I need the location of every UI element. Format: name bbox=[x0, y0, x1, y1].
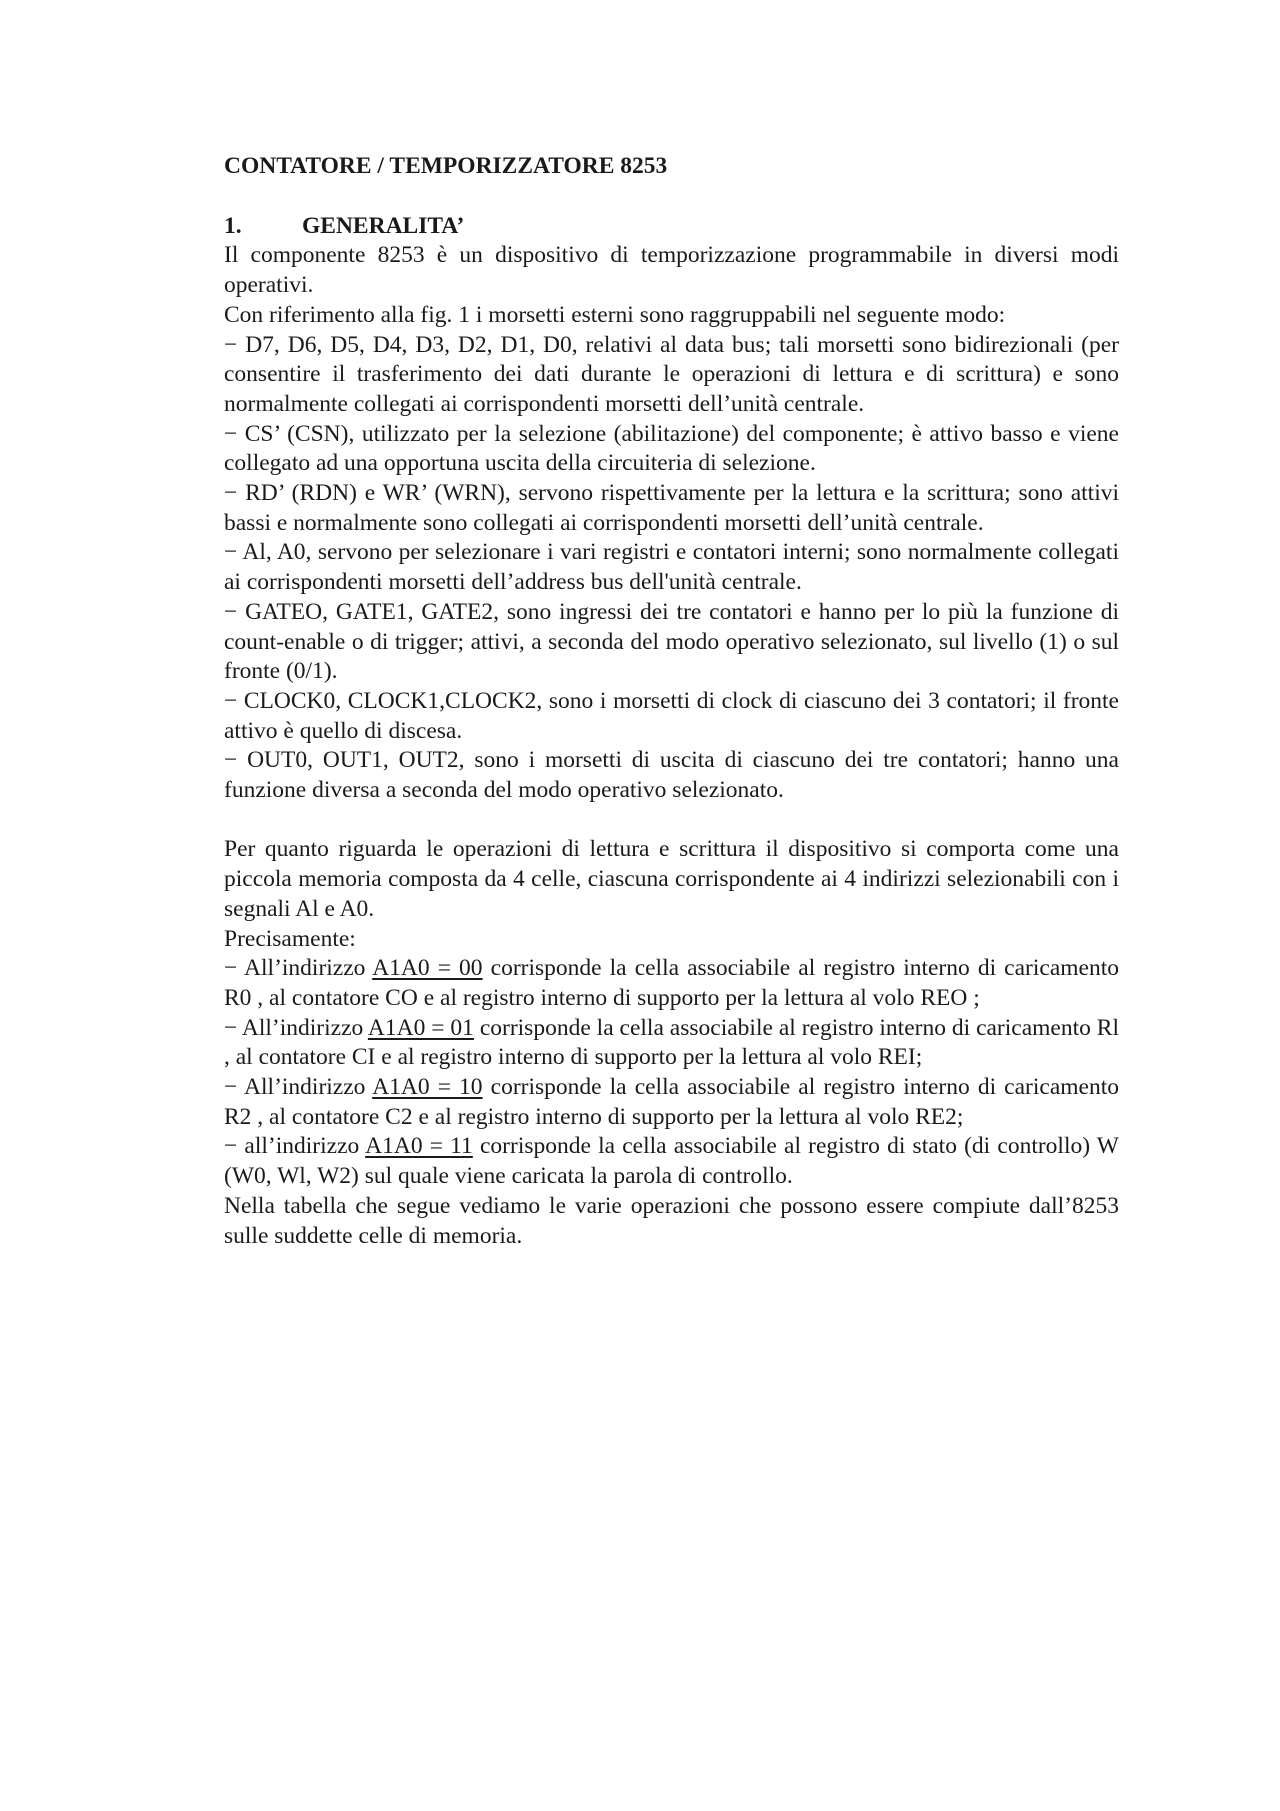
spacer bbox=[224, 806, 1119, 836]
document-page bbox=[224, 152, 1119, 1251]
intro-paragraph: Il componente 8253 è un dispositivo di temporizzazione programmabile in diversi modi operativi. bbox=[224, 242, 1119, 299]
address-item bbox=[224, 1014, 1119, 1073]
address-text: corrisponde la cella associabile al registro interno di caricamento R0 , al contatore CO e al registro interno di supporto per la lettura al volo REO ; bbox=[224, 955, 1120, 1011]
pin-description: − CLOCK0, CLOCK1,CLOCK2, sono i morsetti di clock di ciascuno dei 3 contatori; il fronte attivo è quello di discesa. bbox=[224, 687, 1119, 744]
address-text: corrisponde la cella associabile al registro interno di caricamento Rl , al contatore CI e al registro interno di supporto per la lettura al volo REI; bbox=[224, 1014, 1119, 1071]
address-prefix: − All’indirizzo bbox=[224, 955, 373, 982]
section-number: 1. bbox=[224, 212, 242, 239]
address-prefix: − all’indirizzo bbox=[224, 1133, 366, 1160]
pin-description: − RD’ (RDN) e WR’ (WRN), servono rispettivamente per la lettura e la scrittura; sono attivi bassi e normalmente sono collegati ai corrispondenti morsetti dell’unità centrale. bbox=[224, 480, 1119, 536]
spacer bbox=[224, 182, 1119, 212]
address-item bbox=[224, 954, 1119, 1013]
address-prefix: − All’indirizzo bbox=[224, 1074, 373, 1101]
closing-paragraph: Nella tabella che segue vediamo le varie operazioni che possono essere compiute dall’8253 sulle suddette celle di memoria. bbox=[224, 1192, 1119, 1249]
intro-paragraph: Con riferimento alla fig. 1 i morsetti esterni sono raggruppabili nel seguente modo: bbox=[224, 301, 1006, 328]
address-value: A1A0 = 10 bbox=[372, 1074, 483, 1101]
document-title: CONTATORE / TEMPORIZZATORE 8253 bbox=[224, 153, 668, 179]
address-prefix: − All’indirizzo bbox=[224, 1014, 368, 1041]
address-text: corrisponde la cella associabile al registro di stato (di controllo) W (W0, Wl, W2) sul quale viene caricata la parola di controllo. bbox=[224, 1133, 1119, 1190]
pin-description: − D7, D6, D5, D4, D3, D2, D1, D0, relativi al data bus; tali morsetti sono bidirezionali (per consentire il trasferimento dei dati durante le operazioni di lettura e di scrittura) e sono normalmente collegati ai corrispondenti morsetti dell’unità centrale. bbox=[224, 331, 1119, 417]
pin-description: − Al, A0, servono per selezionare i vari registri e contatori interni; sono normalmente collegati ai corrispondenti morsetti dell’address bus dell'unità centrale. bbox=[224, 539, 1119, 596]
section-heading bbox=[224, 212, 1119, 242]
address-text: corrisponde la cella associabile al registro interno di caricamento R2 , al contatore C2 e al registro interno di supporto per la lettura al volo RE2; bbox=[224, 1074, 1120, 1130]
address-value: A1A0 = 11 bbox=[365, 1133, 473, 1160]
precisely-label: Precisamente: bbox=[224, 925, 356, 952]
memory-paragraph: Per quanto riguarda le operazioni di lettura e scrittura il dispositivo si comporta come una piccola memoria composta da 4 celle, ciascuna corrispondente ai 4 indirizzi selezionabili con i segnali Al e A0. bbox=[224, 836, 1119, 922]
address-item bbox=[224, 1073, 1119, 1132]
address-value: A1A0 = 00 bbox=[372, 955, 483, 982]
pin-description: − OUT0, OUT1, OUT2, sono i morsetti di uscita di ciascuno dei tre contatori; hanno una funzione diversa a seconda del modo operativo selezionato. bbox=[224, 747, 1119, 804]
address-value: A1A0 = 01 bbox=[367, 1014, 474, 1041]
address-item bbox=[224, 1132, 1119, 1191]
pin-description: − GATEO, GATE1, GATE2, sono ingressi dei tre contatori e hanno per lo più la funzione di count-enable o di trigger; attivi, a seconda del modo operativo selezionato, sul livello (1) o sul fronte (0/1). bbox=[224, 598, 1119, 685]
section-title: GENERALITA’ bbox=[302, 212, 465, 239]
pin-description: − CS’ (CSN), utilizzato per la selezione (abilitazione) del componente; è attivo basso e viene collegato ad una opportuna uscita della circuiteria di selezione. bbox=[224, 420, 1119, 477]
